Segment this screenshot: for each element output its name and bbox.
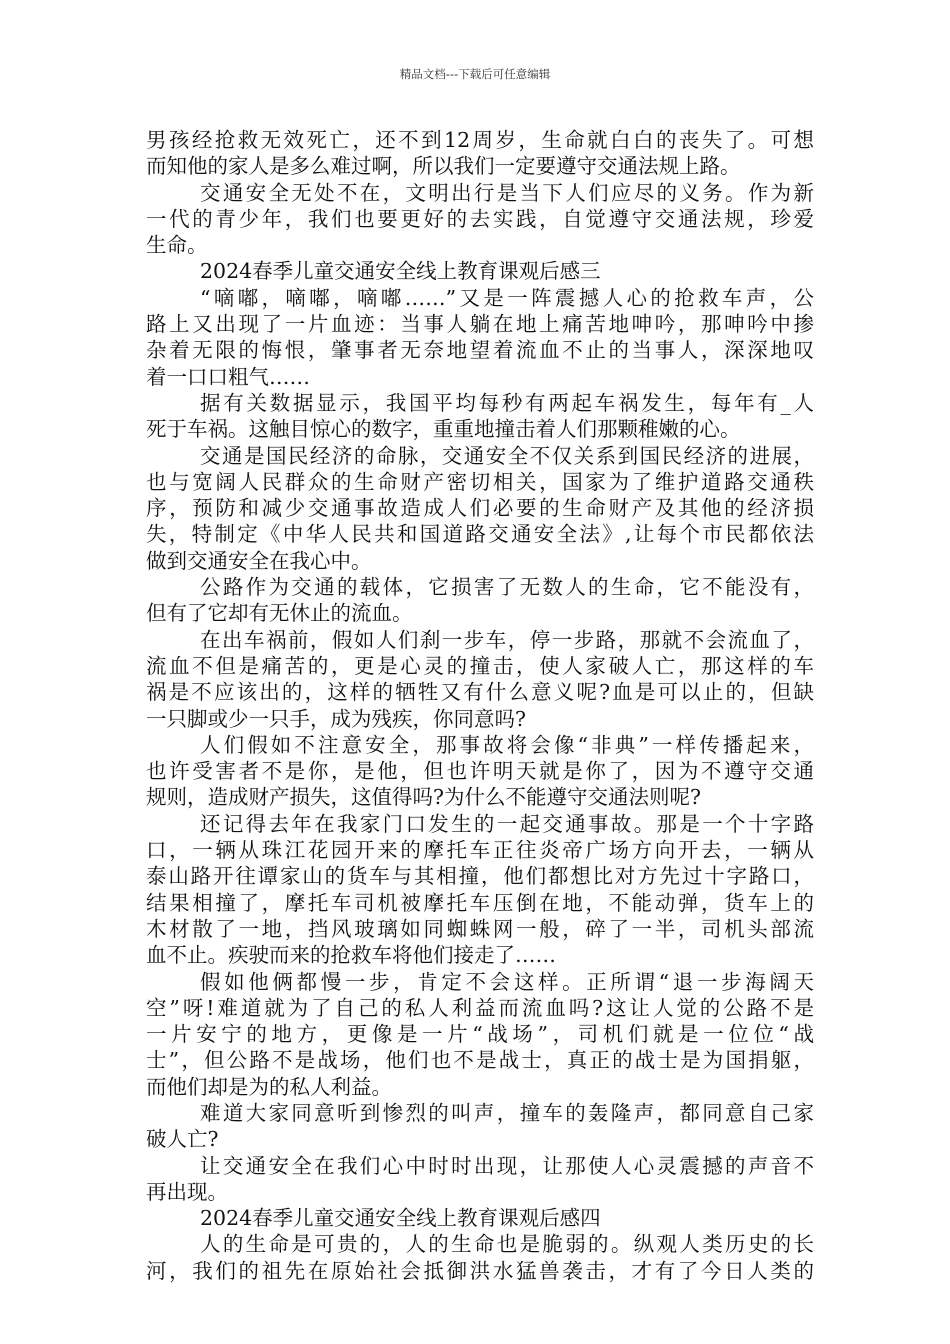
text-line: 死于车祸。这触目惊心的数字，重重地撞击着人们那颗稚嫩的心。 (146, 417, 741, 442)
text-line: 而他们却是为的私人利益。 (146, 1074, 392, 1099)
text-line: 交通安全无处不在，文明出行是当下人们应尽的义务。作为新 (200, 180, 814, 205)
text-line: 据有关数据显示，我国平均每秒有两起车祸发生，每年有_人 (200, 390, 814, 415)
text-line: 祸是不应该出的，这样的牺牲又有什么意义呢?血是可以止的，但缺 (146, 680, 814, 705)
text-line: 流血不但是痛苦的，更是心灵的撞击，使人家破人亡，那这样的车 (146, 653, 814, 678)
text-line: 杂着无限的悔恨，肇事者无奈地望着流血不止的当事人，深深地叹 (146, 338, 814, 363)
text-line: 泰山路开往谭家山的货车与其相撞，他们都想比对方先过十字路口， (146, 864, 814, 889)
text-line: 还记得去年在我家门口发生的一起交通事故。那是一个十字路 (200, 811, 814, 836)
text-line: 口，一辆从珠江花园开来的摩托车正往炎帝广场方向开去，一辆从 (146, 838, 814, 863)
text-line: 难道大家同意听到惨烈的叫声，撞车的轰隆声，都同意自己家 (200, 1100, 814, 1125)
text-line: 让交通安全在我们心中时时出现，让那使人心灵震撼的声音不 (200, 1153, 814, 1178)
section-heading: 2024春季儿童交通安全线上教育课观后感三 (200, 259, 601, 284)
text-line: 人们假如不注意安全，那事故将会像“非典”一样传播起来， (200, 732, 814, 757)
text-line: 血不止。疾驶而来的抢救车将他们接走了…… (146, 943, 556, 968)
section-heading: 2024春季儿童交通安全线上教育课观后感四 (200, 1206, 601, 1231)
text-line: 破人亡? (146, 1127, 219, 1152)
text-line: 但有了它却有无休止的流血。 (146, 601, 413, 626)
page-header: 精品文档---下载后可任意编辑 (399, 67, 551, 81)
text-line: 一片安宁的地方，更像是一片“战场”，司机们就是一位位“战 (146, 1022, 814, 1047)
text-line: 失，特制定《中华人民共和国道路交通安全法》,让每个市民都依法 (146, 522, 814, 547)
text-line: 做到交通安全在我心中。 (146, 548, 372, 573)
text-line: 空”呀!难道就为了自己的私人利益而流血吗?这让人觉的公路不是 (146, 995, 814, 1020)
text-line: 士”，但公路不是战场，他们也不是战士，真正的战士是为国捐躯， (146, 1048, 814, 1073)
text-line: 结果相撞了，摩托车司机被摩托车压倒在地，不能动弹，货车上的 (146, 890, 814, 915)
text-line: 生命。 (146, 233, 208, 258)
text-line: 河，我们的祖先在原始社会抵御洪水猛兽袭击，才有了今日人类的 (146, 1258, 814, 1283)
text-line: 在出车祸前，假如人们刹一步车，停一步路，那就不会流血了， (200, 627, 814, 652)
text-line: 人的生命是可贵的，人的生命也是脆弱的。纵观人类历史的长 (200, 1232, 814, 1257)
document-body (146, 127, 814, 1284)
text-line: 公路作为交通的载体，它损害了无数人的生命，它不能没有， (200, 575, 814, 600)
text-line: 路上又出现了一片血迹：当事人躺在地上痛苦地呻吟，那呻吟中掺 (146, 312, 814, 337)
text-line: 交通是国民经济的命脉，交通安全不仅关系到国民经济的进展， (200, 443, 814, 468)
text-line: “嘀嘟，嘀嘟，嘀嘟……”又是一阵震撼人心的抢救车声，公 (200, 285, 814, 310)
text-line: 男孩经抢救无效死亡，还不到12周岁，生命就白白的丧失了。可想 (146, 128, 814, 152)
text-line: 也许受害者不是你，是他，但也许明天就是你了，因为不遵守交通 (146, 759, 814, 784)
text-line: 着一口口粗气…… (146, 364, 310, 389)
text-line: 木材散了一地，挡风玻璃如同蜘蛛网一般，碎了一半，司机头部流 (146, 916, 814, 941)
text-line: 序，预防和减少交通事故造成人们必要的生命财产及其他的经济损 (146, 496, 814, 521)
text-line: 假如他俩都慢一步，肯定不会这样。正所谓“退一步海阔天 (200, 969, 814, 994)
text-line: 再出现。 (146, 1179, 228, 1204)
text-line: 而知他的家人是多么难过啊，所以我们一定要遵守交通法规上路。 (146, 154, 741, 179)
text-line: 一代的青少年，我们也要更好的去实践，自觉遵守交通法规，珍爱 (146, 206, 814, 231)
text-line: 规则，造成财产损失，这值得吗?为什么不能遵守交通法则呢? (146, 785, 701, 810)
text-line: 也与宽阔人民群众的生命财产密切相关，国家为了维护道路交通秩 (146, 469, 814, 494)
text-line: 一只脚或少一只手，成为残疾，你同意吗? (146, 706, 526, 731)
